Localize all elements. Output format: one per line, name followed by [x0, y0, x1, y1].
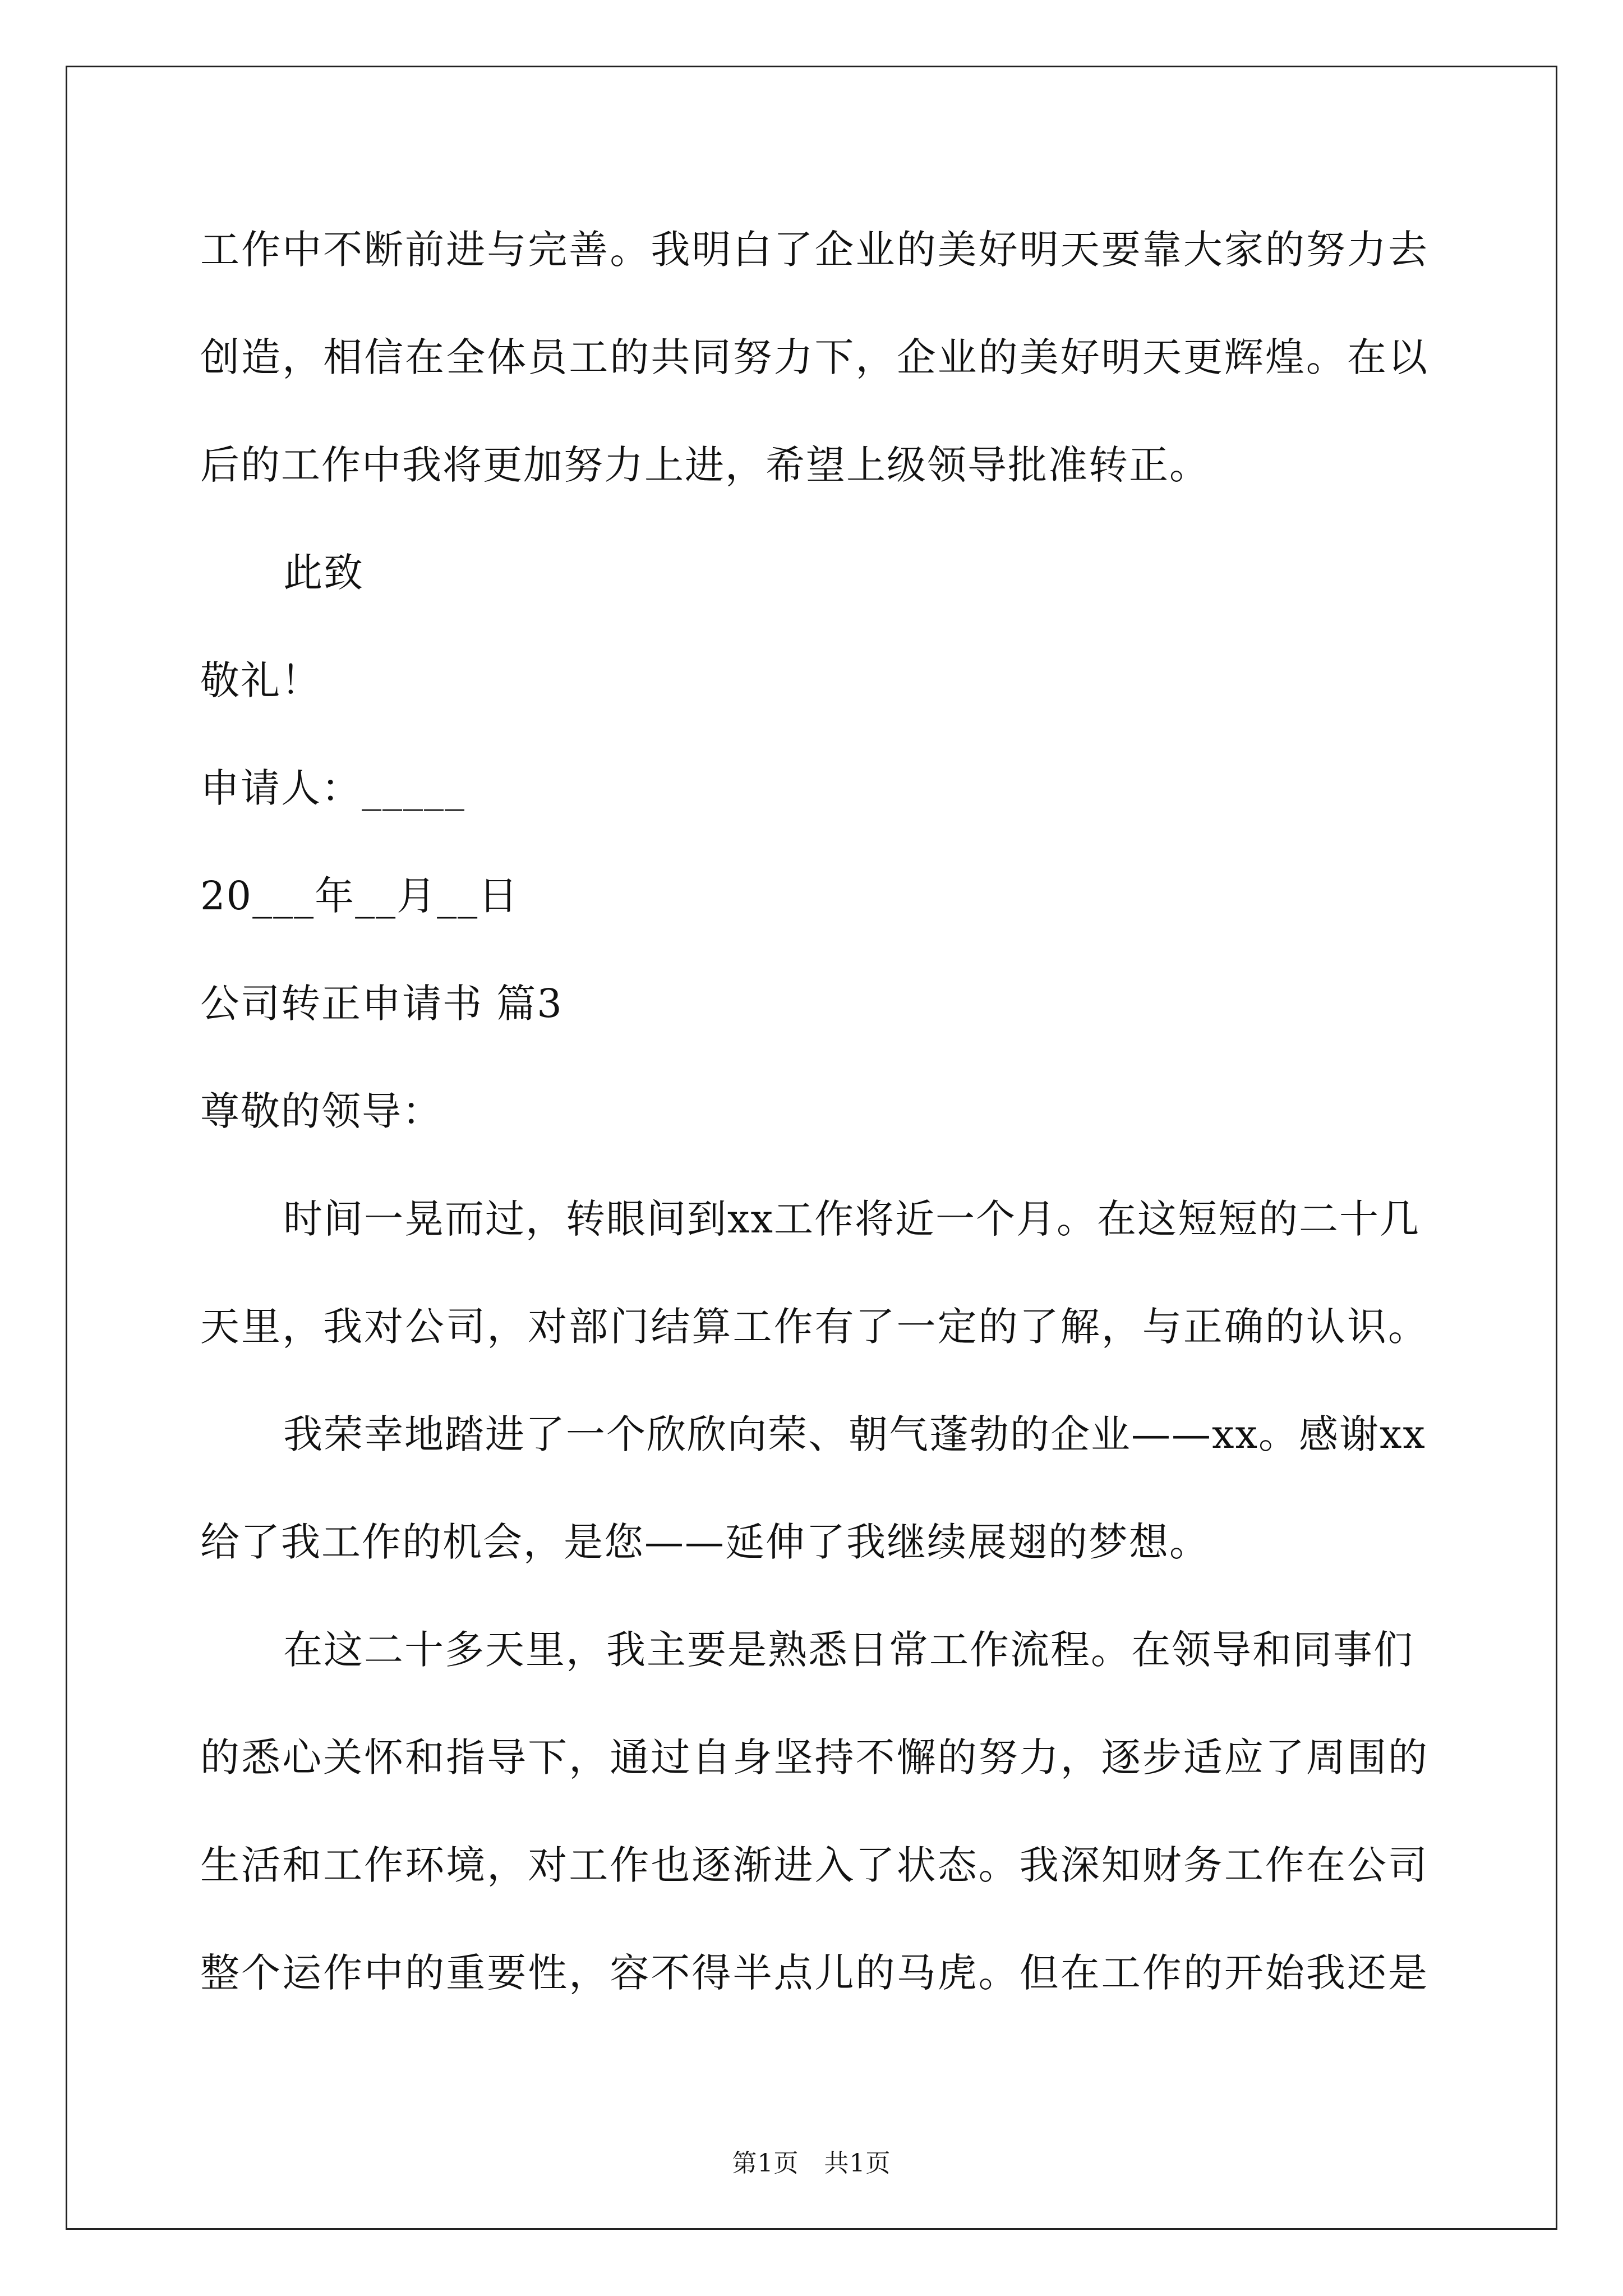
closing-salutation: 此致	[283, 550, 364, 596]
paragraph-3-line-4: 整个运作中的重要性，容不得半点儿的马虎。但在工作的开始我还是	[200, 1950, 1428, 1996]
body-line-3: 后的工作中我将更加努力上进，希望上级领导批准转正。	[200, 442, 1210, 488]
paragraph-3-line-2: 的悉心关怀和指导下，通过自身坚持不懈的努力，逐步适应了周围的	[200, 1734, 1428, 1780]
paragraph-1-line-2: 天里，我对公司，对部门结算工作有了一定的了解，与正确的认识。	[200, 1304, 1428, 1350]
applicant-signature-line: 申请人：_____	[200, 765, 465, 811]
page-footer: 第1页 共1页	[732, 2149, 891, 2178]
section-title: 公司转正申请书 篇3	[200, 981, 563, 1027]
body-line-1: 工作中不断前进与完善。我明白了企业的美好明天要靠大家的努力去	[200, 227, 1428, 273]
paragraph-2-line-2: 给了我工作的机会，是您——延伸了我继续展翅的梦想。	[200, 1519, 1210, 1565]
paragraph-3-line-3: 生活和工作环境，对工作也逐渐进入了状态。我深知财务工作在公司	[200, 1842, 1428, 1888]
page-border	[66, 66, 1557, 2230]
closing-regards: 敬礼！	[200, 657, 321, 703]
paragraph-1-line-1: 时间一晃而过，转眼间到xx工作将近一个月。在这短短的二十几	[283, 1196, 1420, 1242]
body-line-2: 创造，相信在全体员工的共同努力下，企业的美好明天更辉煌。在以	[200, 334, 1428, 380]
paragraph-3-line-1: 在这二十多天里，我主要是熟悉日常工作流程。在领导和同事们	[283, 1627, 1414, 1673]
paragraph-2-line-1: 我荣幸地踏进了一个欣欣向荣、朝气蓬勃的企业——xx。感谢xx	[283, 1411, 1426, 1457]
greeting: 尊敬的领导：	[200, 1088, 442, 1134]
date-line: 20___年__月__日	[200, 873, 519, 919]
